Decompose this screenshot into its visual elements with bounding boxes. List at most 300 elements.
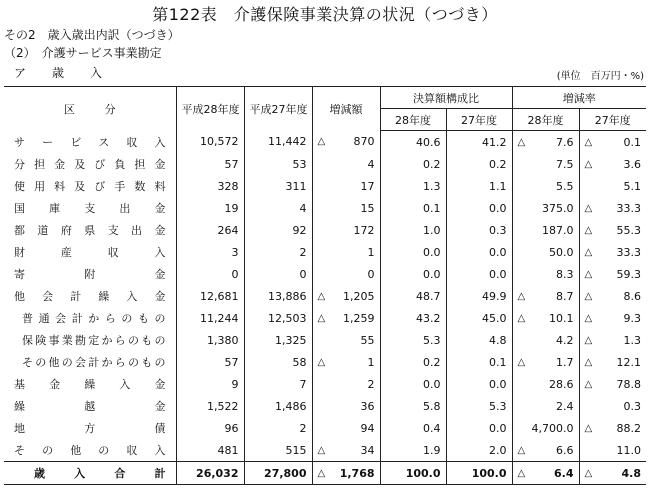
cell-ratio-27: 0.0	[446, 417, 512, 439]
cell-h28: 11,244	[176, 307, 244, 329]
row-label	[4, 462, 176, 485]
table-row	[4, 417, 646, 439]
cell-h27: 2	[244, 417, 312, 439]
cell-rate-27	[579, 241, 646, 263]
cell-rate-27	[579, 439, 646, 462]
cell-ratio-27: 0.0	[446, 263, 512, 285]
cell-value: 12.1	[616, 355, 641, 369]
row-label-char: 金	[154, 290, 166, 303]
cell-rate-27	[579, 263, 646, 285]
row-label-char: 金	[154, 400, 166, 413]
table-row	[4, 153, 646, 175]
row-label-char: 通	[38, 312, 50, 325]
row-label	[4, 395, 176, 417]
row-label-char: 担	[34, 158, 46, 171]
cell-ratio-27: 0.2	[446, 153, 512, 175]
cell-rate-28	[512, 351, 579, 373]
cell-ratio-27: 0.0	[446, 241, 512, 263]
row-label-char: 基	[14, 378, 25, 391]
row-label-char: か	[101, 356, 113, 369]
cell-ratio-28: 0.0	[380, 263, 446, 285]
cell-rate-28	[512, 285, 579, 307]
cell-rate-28	[512, 395, 579, 417]
row-label	[4, 439, 176, 462]
cell-value: 10.1	[549, 311, 574, 325]
row-label-char: 料	[54, 180, 66, 193]
cell-value: 0	[367, 267, 375, 281]
row-label-char: ら	[114, 356, 126, 369]
row-label-char: 産	[60, 246, 72, 259]
row-label	[4, 351, 176, 373]
negative-triangle-icon: △	[517, 312, 526, 324]
cell-h28: 3	[176, 241, 244, 263]
cell-rate-27	[579, 329, 646, 351]
cell-value: 0.1	[623, 135, 641, 149]
row-label	[4, 285, 176, 307]
row-label-char: 入	[126, 290, 138, 303]
row-label-char: 普	[22, 312, 33, 325]
cell-ratio-28: 43.2	[380, 307, 446, 329]
row-label	[4, 197, 176, 219]
cell-value: 17	[360, 179, 375, 193]
cell-value: 172	[353, 223, 375, 237]
row-label-char: 金	[154, 378, 166, 391]
table-row	[4, 197, 646, 219]
cell-value: 15	[360, 201, 375, 215]
cell-ratio-28: 0.2	[380, 153, 446, 175]
cell-h27: 4	[244, 197, 312, 219]
negative-triangle-icon: △	[584, 224, 593, 236]
row-label-char: び	[94, 180, 106, 193]
negative-triangle-icon: △	[517, 467, 526, 479]
row-label	[4, 263, 176, 285]
cell-h28: 10,572	[176, 131, 244, 154]
table-body	[4, 131, 646, 485]
row-label-char: 及	[74, 158, 86, 171]
row-label-char: 計	[154, 467, 166, 480]
cell-rate-27	[579, 219, 646, 241]
cell-ratio-28: 40.6	[380, 131, 446, 154]
cell-rate-27	[579, 175, 646, 197]
cell-h28: 264	[176, 219, 244, 241]
row-label-char: 庫	[49, 202, 61, 215]
section-word-1: 歳	[52, 66, 65, 80]
row-label-char: 会	[75, 356, 86, 369]
cell-h28: 1,380	[176, 329, 244, 351]
cell-ratio-28: 5.8	[380, 395, 446, 417]
row-label-char: 他	[48, 356, 60, 369]
row-label-char: 金	[49, 378, 61, 391]
row-label-char: 担	[134, 158, 146, 171]
row-label	[4, 153, 176, 175]
table-row	[4, 263, 646, 285]
row-label-char: び	[94, 158, 106, 171]
row-label-char: 用	[34, 180, 46, 193]
row-label-char: 国	[14, 202, 25, 215]
cell-diff	[312, 153, 380, 175]
row-label	[4, 175, 176, 197]
cell-value: 375.0	[542, 201, 574, 215]
row-label-char: ら	[114, 334, 126, 347]
row-label-char: 出	[131, 224, 143, 237]
cell-h27: 53	[244, 153, 312, 175]
cell-value: 7.6	[556, 135, 574, 149]
cell-rate-28	[512, 175, 579, 197]
cell-ratio-27: 45.0	[446, 307, 512, 329]
row-label-char: 都	[14, 224, 25, 237]
row-label-char: 入	[154, 246, 166, 259]
cell-rate-28	[512, 462, 579, 485]
row-label-char: そ	[22, 356, 33, 369]
negative-triangle-icon: △	[584, 422, 593, 434]
row-label-char: 数	[134, 180, 146, 193]
row-label-char: の	[42, 444, 54, 457]
table-row	[4, 462, 646, 485]
cell-value: 1	[367, 245, 375, 259]
table-row	[4, 131, 646, 154]
row-label-char: 繰	[84, 378, 96, 391]
negative-triangle-icon: △	[584, 136, 593, 148]
cell-ratio-28: 1.3	[380, 175, 446, 197]
cell-rate-27	[579, 395, 646, 417]
cell-value: 9.3	[623, 311, 641, 325]
negative-triangle-icon: △	[584, 246, 593, 258]
cell-h27: 1,486	[244, 395, 312, 417]
cell-ratio-27: 0.0	[446, 197, 512, 219]
row-label-char: 方	[84, 422, 96, 435]
cell-rate-28	[512, 329, 579, 351]
row-label-char: 会	[42, 290, 54, 303]
cell-diff	[312, 462, 380, 485]
row-label-char: サ	[14, 135, 25, 149]
cell-value: 1	[367, 355, 375, 369]
row-label-char: の	[98, 444, 110, 457]
row-label-char: 支	[84, 202, 96, 215]
cell-rate-27	[579, 351, 646, 373]
row-label-char: の	[128, 356, 139, 369]
cell-ratio-27: 49.9	[446, 285, 512, 307]
negative-triangle-icon: △	[584, 290, 593, 302]
cell-ratio-28: 0.0	[380, 241, 446, 263]
row-label-char: 他	[14, 290, 25, 303]
row-label-char: も	[141, 334, 153, 347]
table-row	[4, 351, 646, 373]
cell-value: 11.0	[616, 443, 641, 457]
cell-ratio-28: 0.0	[380, 373, 446, 395]
row-label-char: 入	[154, 444, 166, 457]
row-label-char: 及	[74, 180, 86, 193]
row-label-char: 分	[14, 158, 25, 171]
row-label-char: 財	[14, 246, 25, 259]
row-label	[4, 131, 176, 154]
cell-value: 34	[360, 443, 375, 457]
row-label-char: の	[154, 334, 166, 347]
subtitle-breakdown: その2 歳入歳出内訳（つづき）	[4, 28, 180, 42]
row-label-char: 出	[119, 202, 131, 215]
row-label-char: 保	[22, 334, 33, 347]
row-label-char: 附	[84, 268, 96, 281]
cell-value: 4	[367, 157, 375, 171]
cell-value: 33.3	[616, 245, 641, 259]
negative-triangle-icon: △	[517, 290, 526, 302]
row-label	[4, 219, 176, 241]
negative-triangle-icon: △	[517, 356, 526, 368]
negative-triangle-icon: △	[584, 467, 593, 479]
cell-value: 1,768	[339, 466, 375, 480]
cell-h28: 1,522	[176, 395, 244, 417]
row-label-char: か	[101, 334, 113, 347]
cell-ratio-28: 0.2	[380, 351, 446, 373]
cell-h28: 12,681	[176, 285, 244, 307]
cell-rate-28	[512, 263, 579, 285]
cell-rate-27	[579, 373, 646, 395]
cell-rate-28	[512, 153, 579, 175]
cell-rate-27	[579, 197, 646, 219]
cell-value: 0.3	[623, 399, 641, 413]
row-label-char: 使	[14, 180, 25, 193]
header-ratio-group: 決算額構成比	[380, 87, 512, 109]
cell-rate-27	[579, 417, 646, 439]
row-label	[4, 373, 176, 395]
cell-h27: 13,886	[244, 285, 312, 307]
cell-diff	[312, 175, 380, 197]
cell-h28: 0	[176, 263, 244, 285]
cell-diff	[312, 197, 380, 219]
row-label-char: の	[154, 312, 166, 325]
cell-value: 55.3	[616, 223, 641, 237]
row-label	[4, 241, 176, 263]
cell-rate-28	[512, 197, 579, 219]
cell-diff	[312, 373, 380, 395]
cell-diff	[312, 241, 380, 263]
header-h27: 平成27年度	[244, 87, 312, 131]
row-label-char: 業	[61, 334, 73, 347]
negative-triangle-icon: △	[584, 356, 593, 368]
cell-rate-28	[512, 373, 579, 395]
row-label-char: の	[61, 356, 73, 369]
cell-diff	[312, 329, 380, 351]
cell-diff	[312, 351, 380, 373]
cell-h27: 0	[244, 263, 312, 285]
cell-value: 4.2	[556, 333, 574, 347]
cell-diff	[312, 439, 380, 462]
cell-diff	[312, 263, 380, 285]
negative-triangle-icon: △	[584, 334, 593, 346]
cell-h28: 328	[176, 175, 244, 197]
table-row	[4, 307, 646, 329]
cell-value: 8.6	[623, 289, 641, 303]
cell-h28: 9	[176, 373, 244, 395]
row-label-char: 定	[88, 334, 100, 347]
header-rate-group: 増減率	[512, 87, 646, 109]
cell-h27: 58	[244, 351, 312, 373]
row-label-char: 金	[154, 158, 166, 171]
row-label-char: 支	[107, 224, 119, 237]
row-label-char: 歳	[34, 467, 45, 480]
cell-ratio-27: 41.2	[446, 131, 512, 154]
row-label-char: 道	[37, 224, 49, 237]
row-label-char: 他	[70, 444, 82, 457]
cell-diff	[312, 417, 380, 439]
section-word-2: 入	[90, 66, 103, 80]
row-label-char: ら	[104, 312, 116, 325]
negative-triangle-icon: △	[517, 444, 526, 456]
row-label	[4, 307, 176, 329]
cell-value: 1,259	[343, 311, 375, 325]
cell-ratio-27: 1.1	[446, 175, 512, 197]
row-label	[4, 417, 176, 439]
cell-value: 8.3	[556, 267, 574, 281]
negative-triangle-icon: △	[317, 467, 326, 479]
row-label-char: の	[121, 312, 133, 325]
cell-ratio-27: 0.3	[446, 219, 512, 241]
header-ratio-27: 27年度	[446, 109, 512, 131]
cell-value: 94	[360, 421, 375, 435]
cell-h27: 515	[244, 439, 312, 462]
cell-rate-27	[579, 153, 646, 175]
cell-diff	[312, 307, 380, 329]
cell-diff	[312, 219, 380, 241]
cell-ratio-27: 0.0	[446, 373, 512, 395]
row-label-char: 手	[114, 180, 126, 193]
negative-triangle-icon: △	[584, 268, 593, 280]
row-label-char: の	[35, 356, 47, 369]
cell-h27: 12,503	[244, 307, 312, 329]
cell-ratio-28: 1.9	[380, 439, 446, 462]
table-row	[4, 219, 646, 241]
negative-triangle-icon: △	[584, 378, 593, 390]
cell-rate-27	[579, 131, 646, 154]
table-row	[4, 285, 646, 307]
section-marker: ア	[14, 66, 27, 80]
cell-value: 59.3	[616, 267, 641, 281]
table-row	[4, 373, 646, 395]
cell-value: 78.8	[616, 377, 641, 391]
cell-h27: 2	[244, 241, 312, 263]
cell-ratio-27: 100.0	[446, 462, 512, 485]
negative-triangle-icon: △	[584, 312, 593, 324]
cell-value: 5.5	[556, 179, 574, 193]
row-label-char: ス	[98, 135, 110, 149]
cell-value: 28.6	[549, 377, 574, 391]
row-label-char: 料	[154, 180, 166, 193]
cell-rate-27	[579, 462, 646, 485]
cell-h27: 311	[244, 175, 312, 197]
row-label-char: 地	[14, 422, 25, 435]
cell-value: 5.1	[623, 179, 641, 193]
cell-rate-28	[512, 241, 579, 263]
negative-triangle-icon: △	[584, 202, 593, 214]
cell-ratio-27: 0.1	[446, 351, 512, 373]
row-label-char: も	[137, 312, 149, 325]
row-label-char: ー	[42, 135, 54, 149]
row-label-char: 金	[154, 224, 166, 237]
row-label-char: 越	[84, 400, 96, 413]
row-label-char: 入	[154, 135, 166, 149]
row-label-char: 府	[60, 224, 72, 237]
cell-h28: 57	[176, 153, 244, 175]
row-label-char: 収	[107, 246, 119, 259]
negative-triangle-icon: △	[517, 136, 526, 148]
negative-triangle-icon: △	[317, 356, 326, 368]
cell-ratio-27: 2.0	[446, 439, 512, 462]
cell-value: 50.0	[549, 245, 574, 259]
revenue-table	[4, 86, 646, 485]
header-kubun-char2: 分	[104, 102, 116, 116]
cell-value: 4,700.0	[531, 421, 574, 435]
row-label-char: 計	[71, 312, 83, 325]
cell-rate-28	[512, 131, 579, 154]
cell-value: 1,205	[343, 289, 375, 303]
cell-h28: 481	[176, 439, 244, 462]
cell-h27: 92	[244, 219, 312, 241]
cell-ratio-27: 4.8	[446, 329, 512, 351]
row-label-char: 事	[48, 334, 60, 347]
cell-value: 33.3	[616, 201, 641, 215]
row-label-char: 合	[114, 467, 126, 480]
table-row	[4, 439, 646, 462]
negative-triangle-icon: △	[317, 312, 326, 324]
row-label-char: 債	[154, 422, 166, 435]
row-label-char: の	[128, 334, 139, 347]
row-label-char: 険	[35, 334, 47, 347]
cell-h28: 19	[176, 197, 244, 219]
cell-rate-28	[512, 219, 579, 241]
cell-diff	[312, 285, 380, 307]
cell-h28: 96	[176, 417, 244, 439]
row-label-char: の	[154, 356, 166, 369]
cell-value: 870	[353, 135, 375, 149]
table-row	[4, 175, 646, 197]
cell-ratio-28: 5.3	[380, 329, 446, 351]
negative-triangle-icon: △	[317, 444, 326, 456]
cell-value: 1.7	[556, 355, 574, 369]
subtitle-account: （2） 介護サービス事業勘定	[4, 46, 162, 60]
cell-h28: 26,032	[176, 462, 244, 485]
header-ratio-28: 28年度	[380, 109, 446, 131]
page-title: 第122表 介護保険事業決算の状況（つづき）	[152, 5, 498, 24]
cell-rate-27	[579, 307, 646, 329]
cell-h28: 57	[176, 351, 244, 373]
row-label-char: 県	[84, 224, 96, 237]
header-rate-27: 27年度	[579, 109, 646, 131]
cell-rate-28	[512, 307, 579, 329]
cell-value: 1.3	[623, 333, 641, 347]
row-label	[4, 329, 176, 351]
cell-diff	[312, 395, 380, 417]
row-label-char: も	[141, 356, 153, 369]
table-row	[4, 329, 646, 351]
table-row	[4, 395, 646, 417]
cell-ratio-28: 1.0	[380, 219, 446, 241]
row-label-char: 金	[154, 202, 166, 215]
cell-rate-28	[512, 417, 579, 439]
cell-value: 6.6	[556, 443, 574, 457]
row-label-char: 繰	[14, 400, 25, 413]
cell-value: 2	[367, 377, 375, 391]
cell-value: 3.6	[623, 157, 641, 171]
row-label-char: 繰	[98, 290, 110, 303]
cell-ratio-28: 0.1	[380, 197, 446, 219]
row-label-char: 収	[126, 135, 138, 149]
table-row	[4, 241, 646, 263]
cell-value: 88.2	[616, 421, 641, 435]
cell-value: 8.7	[556, 289, 574, 303]
cell-value: 55	[360, 333, 375, 347]
row-label-char: 計	[70, 290, 82, 303]
row-label-char: 収	[126, 444, 138, 457]
cell-h27: 11,442	[244, 131, 312, 154]
